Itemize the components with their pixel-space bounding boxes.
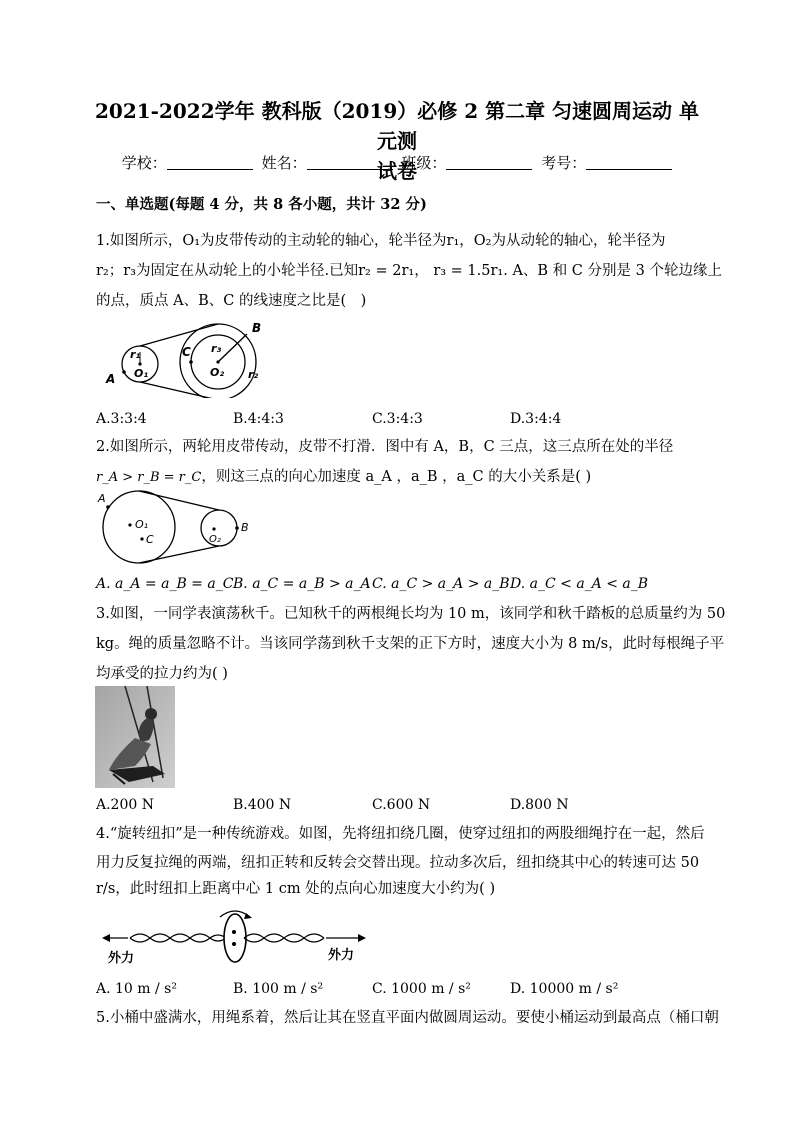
q4-button-hole-top <box>232 930 236 934</box>
q1-option-c[interactable]: C.3:4:3 <box>372 411 423 427</box>
q3-option-a[interactable]: A.200 N <box>96 797 154 813</box>
q1-line-1 <box>96 229 666 250</box>
q2-line-1: 2.如图所示，两轮用皮带传动，皮带不打滑．图中有 A，B，C 三点，这三点所在处的半径 <box>96 439 674 455</box>
exam-no-label: 考号： <box>541 154 587 172</box>
q1-belt-top <box>140 324 218 346</box>
q3-line-1: 3.如图，一同学表演荡秋千。已知秋千的两根绳长均为 10 m，该同学和秋千踏板的总质量约为 50 <box>96 606 726 622</box>
q1-belt-bottom <box>140 382 218 398</box>
q1-o2-dot <box>216 360 219 363</box>
q1-belt-figure <box>100 318 270 398</box>
q1-label-b: B <box>252 321 262 335</box>
q4-option-d[interactable]: D. 10000 m / s² <box>510 981 619 997</box>
q2-question-text: ，则这三点的向心加速度 a_A ，a_B ，a_C 的大小关系是( ) <box>201 469 592 485</box>
q4-line-3: r/s，此时纽扣上距离中心 1 cm 处的点向心加速度大小约为( ) <box>96 881 496 897</box>
name-label: 姓名： <box>261 154 307 172</box>
q2-belt-figure <box>95 490 255 568</box>
q3-line-2: kg。绳的质量忽略不计。当该同学荡到秋千支架的正下方时，速度大小为 8 m/s，此时每根绳子平 <box>96 636 725 652</box>
class-label: 班级： <box>401 154 447 172</box>
q1-option-d[interactable]: D.3:4:4 <box>510 411 562 427</box>
q2-label-o2: O₂ <box>209 534 221 545</box>
q2-radius-relation: r_A > r_B = r_C <box>96 470 202 485</box>
section-heading: 一、单选题(每题 4 分，共 8 各小题，共计 32 分) <box>96 196 427 213</box>
q1-label-r2: r₂ <box>248 368 259 381</box>
q2-label-o1: O₁ <box>135 518 149 531</box>
q1-radius-line <box>218 334 247 362</box>
q5-line-1: 5.小桶中盛满水，用绳系着，然后让其在竖直平面内做圆周运动。要使小桶运动到最高点（桶口朝 <box>96 1010 719 1026</box>
school-label: 学校： <box>121 154 167 172</box>
q1-text-e: r₂； <box>96 263 124 279</box>
q4-option-a[interactable]: A. 10 m / s² <box>96 981 177 997</box>
class-blank[interactable] <box>446 155 532 170</box>
q1-label-a: A <box>106 372 116 386</box>
school-blank[interactable] <box>167 155 253 170</box>
q1-label-o1: O₁ <box>134 367 149 380</box>
q4-label-right-force: 外力 <box>328 948 355 963</box>
q2-option-b[interactable]: B. a_C = a_B > a_A <box>233 576 371 592</box>
q3-option-d[interactable]: D.800 N <box>510 797 569 813</box>
q3-line-3: 均承受的拉力约为( ) <box>96 666 228 682</box>
q2-c-dot <box>140 537 143 540</box>
q4-label-left-force: 外力 <box>108 951 135 966</box>
q1-text-h: r₃ = 1.5r₁. <box>433 263 508 279</box>
q1-text-f: r₃为固定在从动轮上的小轮半径.已知 <box>123 263 359 279</box>
q4-string-right-b <box>244 934 324 942</box>
q1-text-g: r₂ = 2r₁， <box>358 263 429 279</box>
q2-option-d[interactable]: D. a_C < a_A < a_B <box>510 576 649 592</box>
q2-b-dot <box>235 526 239 530</box>
q1-line-2 <box>96 259 722 280</box>
q2-line-2 <box>96 465 591 486</box>
q2-o1-dot <box>128 523 131 526</box>
q1-text-a: 1.如图所示， <box>96 233 183 249</box>
q1-option-b[interactable]: B.4:4:3 <box>233 411 284 427</box>
q2-option-c[interactable]: C. a_C > a_A > a_B <box>372 576 510 592</box>
q1-line-3: 的点，质点 A、B、C 的线速度之比是( ) <box>96 293 367 309</box>
q1-text-d: O₂为从动轮的轴心，轮半径为 <box>473 233 666 249</box>
q2-a-dot <box>106 505 110 509</box>
q4-button-figure <box>100 905 370 970</box>
q2-option-a[interactable]: A. a_A = a_B = a_C <box>96 576 234 592</box>
q3-option-b[interactable]: B.400 N <box>233 797 292 813</box>
q4-line-1: 4.“旋转纽扣”是一种传统游戏。如图，先将纽扣绕几圈，使穿过纽扣的两股细绳拧在一起，然后 <box>96 826 705 842</box>
q1-option-a[interactable]: A.3:3:4 <box>96 411 147 427</box>
q1-o1-dot <box>138 362 141 365</box>
q2-label-a: A <box>98 492 106 505</box>
title-line-2: 试卷 <box>377 159 417 183</box>
q1-text-i: A、B 和 C 分别是 3 个轮边缘上 <box>512 263 722 279</box>
q4-option-c[interactable]: C. 1000 m / s² <box>372 981 471 997</box>
q4-option-b[interactable]: B. 100 m / s² <box>233 981 324 997</box>
q2-o2-dot <box>212 527 215 530</box>
title-line-1: 2021-2022学年 教科版（2019）必修 2 第二章 匀速圆周运动 单元测 <box>94 99 700 153</box>
q4-line-2: 用力反复拉绳的两端，纽扣正转和反转会交替出现。拉动多次后，纽扣绕其中心的转速可达 50 <box>96 855 700 871</box>
q2-belt-top <box>139 491 219 510</box>
q1-label-r1: r₁ <box>130 348 141 361</box>
q3-option-c[interactable]: C.600 N <box>372 797 431 813</box>
q2-label-c: C <box>146 533 154 546</box>
q2-label-b: B <box>241 521 249 534</box>
name-blank[interactable] <box>307 155 393 170</box>
q1-c-dot <box>189 360 193 364</box>
q4-button <box>224 914 246 962</box>
q1-text-c: r₁， <box>446 233 474 249</box>
q4-arrow-left-head <box>102 934 110 942</box>
q2-belt-bottom <box>139 546 219 563</box>
q1-label-c: C <box>182 345 191 359</box>
q3-swing-photo <box>95 686 175 788</box>
q1-label-o2: O₂ <box>210 366 225 379</box>
q1-label-r3: r₃ <box>211 342 222 355</box>
student-info-row <box>0 152 794 173</box>
q4-button-hole-bottom <box>232 942 236 946</box>
q1-text-b: O₁为皮带传动的主动轮的轴心，轮半径为 <box>182 233 447 249</box>
q1-a-dot <box>122 370 126 374</box>
q4-arrow-right-head <box>358 934 366 942</box>
exam-no-blank[interactable] <box>586 155 672 170</box>
